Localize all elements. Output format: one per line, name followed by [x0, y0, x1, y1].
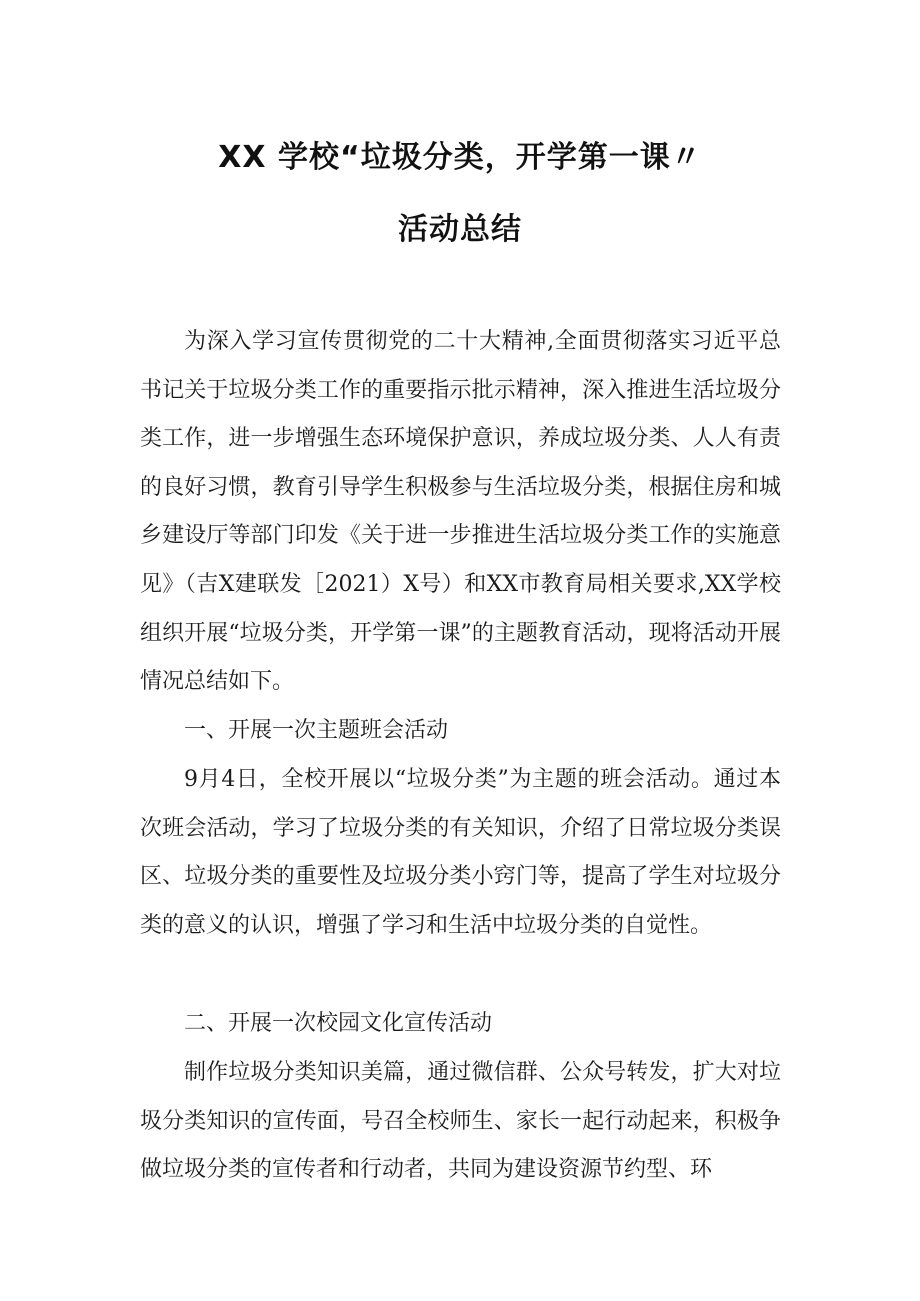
- section-2-paragraph-block: [140, 1049, 781, 1195]
- section-1-paragraph-block: [140, 756, 781, 950]
- section-heading-1-block: [140, 707, 781, 756]
- document-title-line-2: 活动总结: [398, 212, 522, 247]
- document-title-line-1: XX 学校“垃圾分类，开学第一课〃: [218, 140, 702, 175]
- section-heading-1: 一、开展一次主题班会活动: [184, 718, 449, 743]
- intro-paragraph: 为深入学习宣传贯彻党的二十大精神,全面贯彻落实习近平总书记关于垃圾分类工作的重要指示批示精神，深入推进生活垃圾分类工作，进一步增强生态环境保护意识，养成垃圾分类、人人有责的良好习惯，教育引导学生积极参与生活垃圾分类，根据住房和城乡建设厅等部门印发《关于进一步推进生活垃圾分类工作的实施意见》（吉X建联发［2021）X号）和XX市教育局相关要求,XX学校组织开展“垃圾分类，开学第一课”的主题教育活动，现将活动开展情况总结如下。: [140, 329, 781, 695]
- section-1-paragraph: 9月4日，全校开展以“垃圾分类”为主题的班会活动。通过本次班会活动，学习了垃圾分类的有关知识，介绍了日常垃圾分类误区、垃圾分类的重要性及垃圾分类小窍门等，提高了学生对垃圾分类的意义的认识，增强了学习和生活中垃圾分类的自觉性。: [140, 767, 781, 938]
- section-heading-2: 二、开展一次校园文化宣传活动: [184, 1011, 493, 1036]
- intro-paragraph-block: [140, 318, 781, 707]
- section-heading-2-block: [140, 1000, 781, 1049]
- section-2-paragraph: 制作垃圾分类知识美篇，通过微信群、公众号转发，扩大对垃圾分类知识的宣传面，号召全校师生、家长一起行动起来，积极争做垃圾分类的宣传者和行动者，共同为建设资源节约型、环: [140, 1060, 781, 1183]
